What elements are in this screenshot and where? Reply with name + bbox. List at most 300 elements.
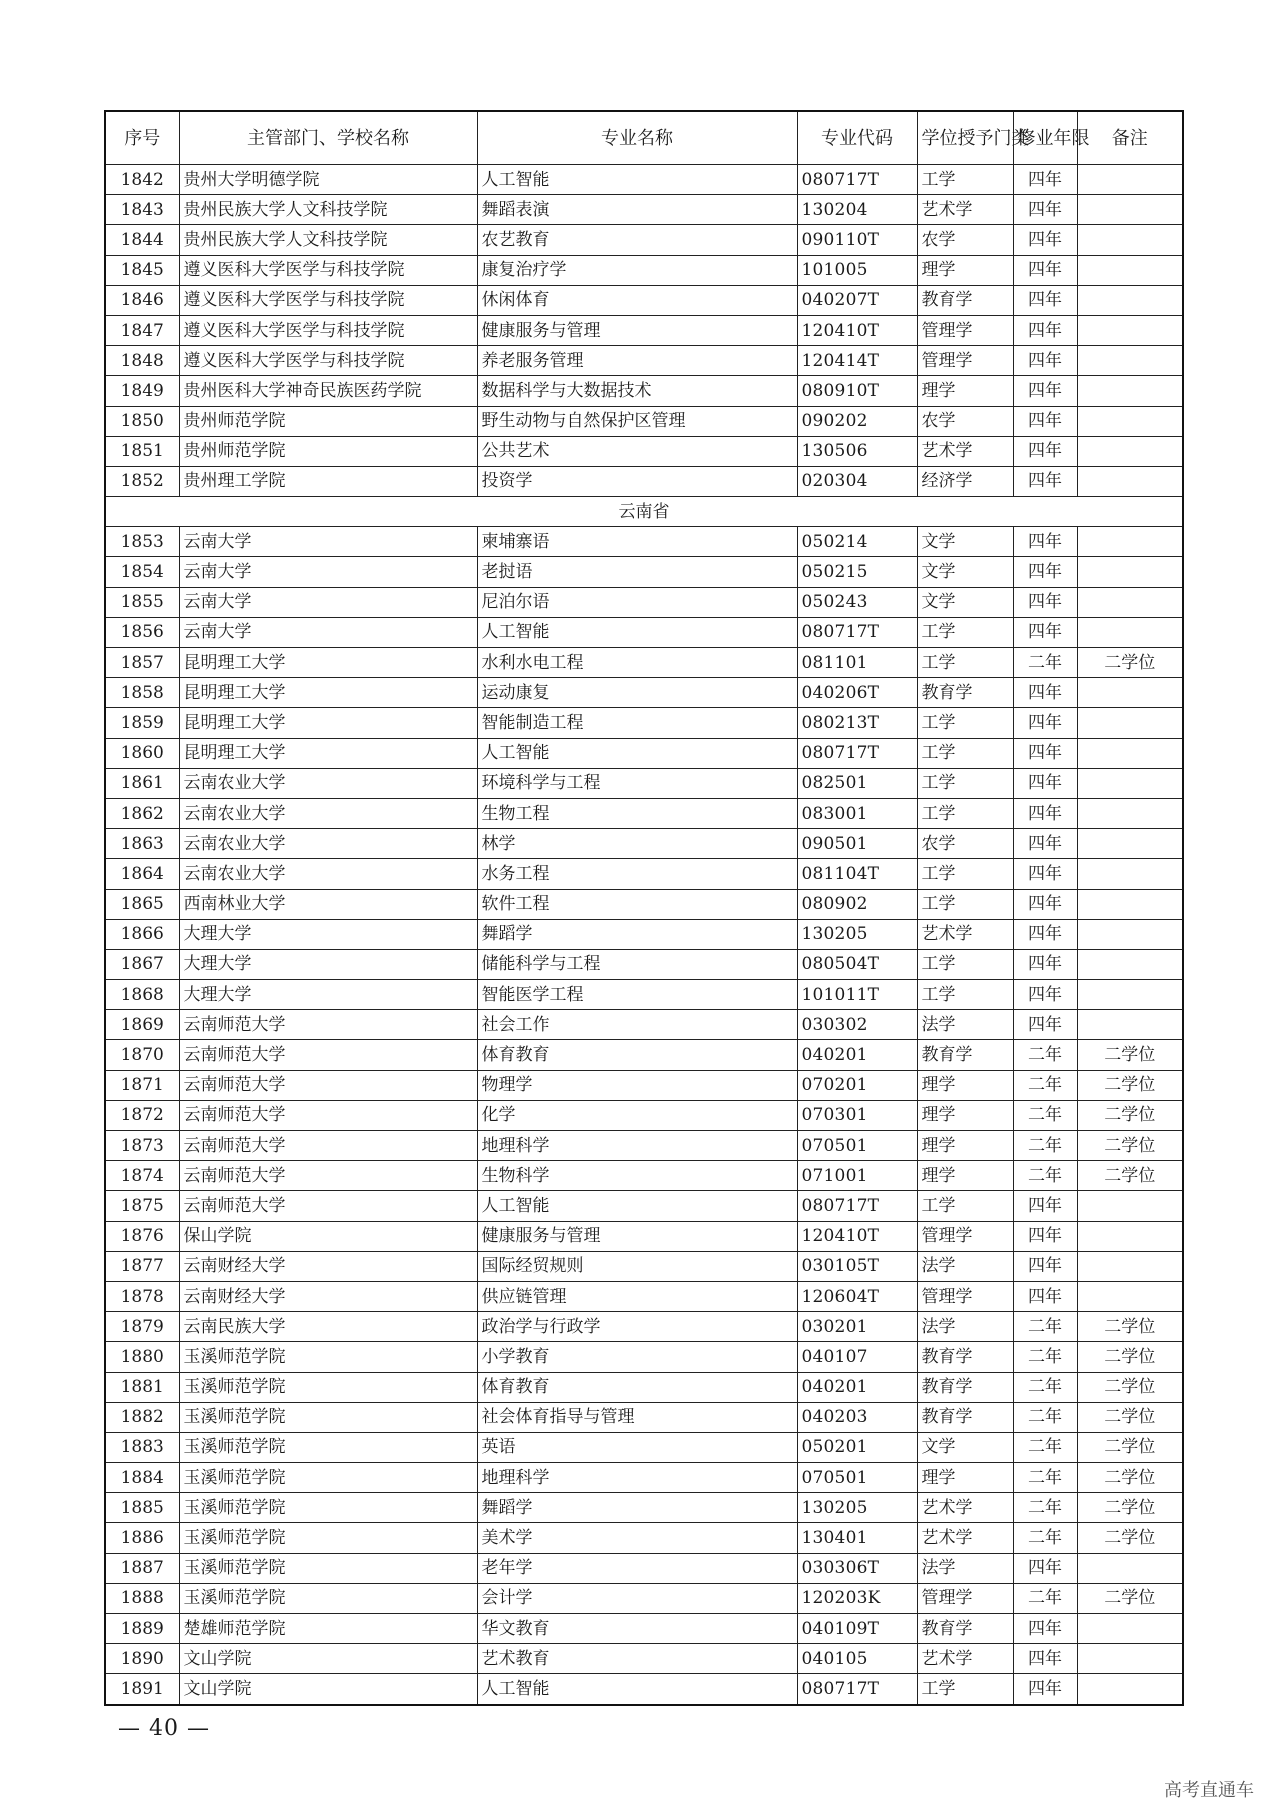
cell-years: 二年 <box>1013 1493 1077 1523</box>
cell-note <box>1077 919 1183 949</box>
table-row <box>105 1644 1183 1674</box>
cell-school: 昆明理工大学 <box>179 708 477 738</box>
table-row <box>105 889 1183 919</box>
cell-major: 国际经贸规则 <box>477 1251 797 1281</box>
cell-major: 软件工程 <box>477 889 797 919</box>
cell-years: 四年 <box>1013 436 1077 466</box>
cell-code: 130401 <box>797 1523 917 1553</box>
cell-major: 生物科学 <box>477 1161 797 1191</box>
header-major: 专业名称 <box>477 111 797 165</box>
cell-code: 101005 <box>797 255 917 285</box>
cell-no: 1877 <box>105 1251 179 1281</box>
table-row <box>105 1312 1183 1342</box>
cell-code: 070301 <box>797 1100 917 1130</box>
cell-code: 050214 <box>797 527 917 557</box>
table-row <box>105 1010 1183 1040</box>
table-row <box>105 919 1183 949</box>
cell-category: 工学 <box>917 949 1013 979</box>
cell-category: 工学 <box>917 768 1013 798</box>
cell-category: 教育学 <box>917 1614 1013 1644</box>
cell-years: 四年 <box>1013 798 1077 828</box>
cell-code: 040107 <box>797 1342 917 1372</box>
cell-school: 贵州大学明德学院 <box>179 165 477 195</box>
cell-category: 法学 <box>917 1553 1013 1583</box>
cell-code: 120410T <box>797 1221 917 1251</box>
cell-category: 理学 <box>917 1161 1013 1191</box>
cell-code: 101011T <box>797 980 917 1010</box>
table-row <box>105 1674 1183 1705</box>
cell-category: 工学 <box>917 648 1013 678</box>
cell-years: 二年 <box>1013 1161 1077 1191</box>
cell-note <box>1077 617 1183 647</box>
cell-years: 四年 <box>1013 255 1077 285</box>
cell-school: 昆明理工大学 <box>179 738 477 768</box>
cell-major: 康复治疗学 <box>477 255 797 285</box>
cell-school: 保山学院 <box>179 1221 477 1251</box>
cell-note <box>1077 165 1183 195</box>
cell-school: 云南大学 <box>179 587 477 617</box>
cell-major: 社会工作 <box>477 1010 797 1040</box>
cell-major: 健康服务与管理 <box>477 315 797 345</box>
cell-no: 1856 <box>105 617 179 647</box>
cell-note <box>1077 1614 1183 1644</box>
cell-category: 经济学 <box>917 466 1013 496</box>
cell-note: 二学位 <box>1077 1523 1183 1553</box>
cell-major: 人工智能 <box>477 1191 797 1221</box>
cell-note <box>1077 1221 1183 1251</box>
cell-years: 二年 <box>1013 1312 1077 1342</box>
cell-note <box>1077 829 1183 859</box>
cell-code: 120410T <box>797 315 917 345</box>
cell-school: 云南大学 <box>179 617 477 647</box>
cell-code: 130205 <box>797 1493 917 1523</box>
cell-note <box>1077 255 1183 285</box>
cell-major: 地理科学 <box>477 1463 797 1493</box>
table-row <box>105 165 1183 195</box>
cell-major: 化学 <box>477 1100 797 1130</box>
cell-school: 贵州师范学院 <box>179 406 477 436</box>
cell-code: 030201 <box>797 1312 917 1342</box>
cell-note: 二学位 <box>1077 1100 1183 1130</box>
cell-note: 二学位 <box>1077 1493 1183 1523</box>
cell-years: 四年 <box>1013 285 1077 315</box>
cell-school: 贵州师范学院 <box>179 436 477 466</box>
cell-school: 云南师范大学 <box>179 1131 477 1161</box>
cell-years: 四年 <box>1013 466 1077 496</box>
cell-no: 1857 <box>105 648 179 678</box>
cell-school: 云南师范大学 <box>179 1161 477 1191</box>
cell-no: 1889 <box>105 1614 179 1644</box>
table-row <box>105 768 1183 798</box>
cell-school: 云南师范大学 <box>179 1100 477 1130</box>
table-row <box>105 949 1183 979</box>
table-row <box>105 1523 1183 1553</box>
table-row <box>105 1070 1183 1100</box>
cell-category: 艺术学 <box>917 1644 1013 1674</box>
cell-code: 090501 <box>797 829 917 859</box>
cell-major: 生物工程 <box>477 798 797 828</box>
cell-note <box>1077 346 1183 376</box>
cell-category: 工学 <box>917 708 1013 738</box>
cell-category: 管理学 <box>917 1583 1013 1613</box>
cell-years: 四年 <box>1013 678 1077 708</box>
cell-category: 文学 <box>917 587 1013 617</box>
cell-category: 工学 <box>917 165 1013 195</box>
cell-years: 四年 <box>1013 1281 1077 1311</box>
cell-school: 楚雄师范学院 <box>179 1614 477 1644</box>
cell-category: 理学 <box>917 1463 1013 1493</box>
cell-years: 四年 <box>1013 738 1077 768</box>
table-row <box>105 617 1183 647</box>
cell-years: 四年 <box>1013 859 1077 889</box>
table-row <box>105 1281 1183 1311</box>
cell-code: 080717T <box>797 617 917 647</box>
cell-no: 1851 <box>105 436 179 466</box>
table-body-yunnan <box>105 527 1183 1705</box>
cell-category: 工学 <box>917 798 1013 828</box>
cell-code: 040203 <box>797 1402 917 1432</box>
cell-note <box>1077 1553 1183 1583</box>
cell-no: 1842 <box>105 165 179 195</box>
cell-code: 050243 <box>797 587 917 617</box>
cell-school: 云南农业大学 <box>179 829 477 859</box>
cell-category: 理学 <box>917 1070 1013 1100</box>
cell-major: 野生动物与自然保护区管理 <box>477 406 797 436</box>
cell-category: 法学 <box>917 1010 1013 1040</box>
cell-code: 080902 <box>797 889 917 919</box>
cell-years: 二年 <box>1013 1342 1077 1372</box>
cell-category: 管理学 <box>917 315 1013 345</box>
cell-no: 1887 <box>105 1553 179 1583</box>
table-row <box>105 557 1183 587</box>
cell-major: 老挝语 <box>477 557 797 587</box>
cell-no: 1873 <box>105 1131 179 1161</box>
cell-code: 070501 <box>797 1463 917 1493</box>
cell-code: 080717T <box>797 738 917 768</box>
cell-major: 农艺教育 <box>477 225 797 255</box>
cell-school: 贵州民族大学人文科技学院 <box>179 195 477 225</box>
cell-years: 二年 <box>1013 1463 1077 1493</box>
table-row <box>105 738 1183 768</box>
cell-no: 1871 <box>105 1070 179 1100</box>
cell-category: 农学 <box>917 225 1013 255</box>
cell-category: 教育学 <box>917 1372 1013 1402</box>
cell-major: 体育教育 <box>477 1040 797 1070</box>
cell-code: 081101 <box>797 648 917 678</box>
cell-code: 080717T <box>797 165 917 195</box>
cell-no: 1859 <box>105 708 179 738</box>
cell-no: 1890 <box>105 1644 179 1674</box>
cell-note: 二学位 <box>1077 1131 1183 1161</box>
cell-category: 教育学 <box>917 678 1013 708</box>
cell-note <box>1077 738 1183 768</box>
cell-note <box>1077 195 1183 225</box>
cell-major: 小学教育 <box>477 1342 797 1372</box>
cell-note: 二学位 <box>1077 1402 1183 1432</box>
cell-code: 040105 <box>797 1644 917 1674</box>
table-row <box>105 1161 1183 1191</box>
majors-table <box>104 110 1184 1706</box>
table-row <box>105 466 1183 496</box>
cell-note <box>1077 1644 1183 1674</box>
cell-no: 1861 <box>105 768 179 798</box>
cell-school: 玉溪师范学院 <box>179 1493 477 1523</box>
cell-code: 030302 <box>797 1010 917 1040</box>
table-row <box>105 527 1183 557</box>
cell-school: 云南师范大学 <box>179 1010 477 1040</box>
cell-category: 工学 <box>917 617 1013 647</box>
cell-school: 云南财经大学 <box>179 1251 477 1281</box>
cell-code: 070501 <box>797 1131 917 1161</box>
cell-no: 1843 <box>105 195 179 225</box>
cell-years: 二年 <box>1013 1402 1077 1432</box>
cell-code: 040201 <box>797 1040 917 1070</box>
header-school: 主管部门、学校名称 <box>179 111 477 165</box>
cell-note <box>1077 768 1183 798</box>
cell-years: 四年 <box>1013 195 1077 225</box>
cell-code: 071001 <box>797 1161 917 1191</box>
cell-school: 玉溪师范学院 <box>179 1432 477 1462</box>
cell-no: 1863 <box>105 829 179 859</box>
cell-major: 林学 <box>477 829 797 859</box>
cell-no: 1884 <box>105 1463 179 1493</box>
cell-major: 老年学 <box>477 1553 797 1583</box>
cell-major: 英语 <box>477 1432 797 1462</box>
cell-category: 理学 <box>917 376 1013 406</box>
cell-years: 二年 <box>1013 1070 1077 1100</box>
table-row <box>105 285 1183 315</box>
cell-major: 公共艺术 <box>477 436 797 466</box>
cell-note: 二学位 <box>1077 1463 1183 1493</box>
cell-years: 四年 <box>1013 376 1077 406</box>
cell-code: 090110T <box>797 225 917 255</box>
table-row <box>105 255 1183 285</box>
cell-category: 教育学 <box>917 1040 1013 1070</box>
cell-years: 四年 <box>1013 829 1077 859</box>
cell-note <box>1077 436 1183 466</box>
cell-years: 二年 <box>1013 1583 1077 1613</box>
cell-school: 玉溪师范学院 <box>179 1583 477 1613</box>
cell-major: 体育教育 <box>477 1372 797 1402</box>
cell-school: 大理大学 <box>179 949 477 979</box>
cell-major: 智能制造工程 <box>477 708 797 738</box>
cell-major: 环境科学与工程 <box>477 768 797 798</box>
cell-note <box>1077 587 1183 617</box>
cell-note: 二学位 <box>1077 1312 1183 1342</box>
cell-major: 运动康复 <box>477 678 797 708</box>
table-row <box>105 1463 1183 1493</box>
cell-no: 1849 <box>105 376 179 406</box>
cell-major: 供应链管理 <box>477 1281 797 1311</box>
table-row <box>105 406 1183 436</box>
cell-years: 四年 <box>1013 1674 1077 1705</box>
cell-school: 云南财经大学 <box>179 1281 477 1311</box>
cell-category: 艺术学 <box>917 1493 1013 1523</box>
table-row <box>105 1100 1183 1130</box>
cell-category: 管理学 <box>917 1221 1013 1251</box>
cell-note <box>1077 1251 1183 1281</box>
cell-code: 050201 <box>797 1432 917 1462</box>
cell-school: 玉溪师范学院 <box>179 1342 477 1372</box>
cell-no: 1844 <box>105 225 179 255</box>
cell-note <box>1077 315 1183 345</box>
cell-no: 1850 <box>105 406 179 436</box>
cell-years: 四年 <box>1013 315 1077 345</box>
cell-years: 四年 <box>1013 1191 1077 1221</box>
cell-major: 华文教育 <box>477 1614 797 1644</box>
cell-category: 工学 <box>917 1191 1013 1221</box>
cell-years: 二年 <box>1013 648 1077 678</box>
table-row <box>105 1493 1183 1523</box>
table-row <box>105 315 1183 345</box>
cell-no: 1845 <box>105 255 179 285</box>
cell-school: 云南师范大学 <box>179 1070 477 1100</box>
table-row <box>105 648 1183 678</box>
cell-note <box>1077 527 1183 557</box>
cell-no: 1866 <box>105 919 179 949</box>
cell-note <box>1077 376 1183 406</box>
cell-major: 人工智能 <box>477 1674 797 1705</box>
cell-code: 080213T <box>797 708 917 738</box>
table-row <box>105 1191 1183 1221</box>
cell-code: 080504T <box>797 949 917 979</box>
cell-category: 教育学 <box>917 1402 1013 1432</box>
cell-major: 舞蹈表演 <box>477 195 797 225</box>
cell-category: 工学 <box>917 1674 1013 1705</box>
cell-category: 农学 <box>917 406 1013 436</box>
cell-years: 二年 <box>1013 1100 1077 1130</box>
cell-category: 艺术学 <box>917 436 1013 466</box>
cell-no: 1853 <box>105 527 179 557</box>
cell-category: 文学 <box>917 527 1013 557</box>
cell-category: 工学 <box>917 980 1013 1010</box>
table-row <box>105 1614 1183 1644</box>
cell-years: 四年 <box>1013 406 1077 436</box>
cell-school: 昆明理工大学 <box>179 648 477 678</box>
cell-years: 四年 <box>1013 165 1077 195</box>
cell-school: 遵义医科大学医学与科技学院 <box>179 255 477 285</box>
cell-no: 1888 <box>105 1583 179 1613</box>
cell-years: 四年 <box>1013 225 1077 255</box>
cell-years: 四年 <box>1013 346 1077 376</box>
cell-note: 二学位 <box>1077 1040 1183 1070</box>
cell-major: 地理科学 <box>477 1131 797 1161</box>
header-category: 学位授予门类 <box>917 111 1013 165</box>
cell-note <box>1077 1674 1183 1705</box>
table-row <box>105 195 1183 225</box>
cell-major: 数据科学与大数据技术 <box>477 376 797 406</box>
cell-major: 艺术教育 <box>477 1644 797 1674</box>
cell-school: 大理大学 <box>179 980 477 1010</box>
cell-years: 四年 <box>1013 587 1077 617</box>
cell-no: 1872 <box>105 1100 179 1130</box>
cell-code: 120604T <box>797 1281 917 1311</box>
table-row <box>105 1402 1183 1432</box>
cell-major: 尼泊尔语 <box>477 587 797 617</box>
cell-school: 云南大学 <box>179 527 477 557</box>
header-no: 序号 <box>105 111 179 165</box>
cell-school: 文山学院 <box>179 1644 477 1674</box>
cell-note: 二学位 <box>1077 1342 1183 1372</box>
cell-years: 四年 <box>1013 980 1077 1010</box>
cell-code: 040109T <box>797 1614 917 1644</box>
cell-code: 130506 <box>797 436 917 466</box>
cell-school: 文山学院 <box>179 1674 477 1705</box>
cell-years: 四年 <box>1013 1251 1077 1281</box>
table-body-guizhou <box>105 165 1183 497</box>
cell-major: 水利水电工程 <box>477 648 797 678</box>
cell-note: 二学位 <box>1077 1372 1183 1402</box>
table-row <box>105 346 1183 376</box>
cell-no: 1848 <box>105 346 179 376</box>
cell-years: 四年 <box>1013 1553 1077 1583</box>
cell-no: 1886 <box>105 1523 179 1553</box>
table-row <box>105 678 1183 708</box>
cell-code: 080910T <box>797 376 917 406</box>
table-row <box>105 708 1183 738</box>
cell-note: 二学位 <box>1077 1432 1183 1462</box>
cell-major: 投资学 <box>477 466 797 496</box>
cell-major: 美术学 <box>477 1523 797 1553</box>
cell-school: 贵州民族大学人文科技学院 <box>179 225 477 255</box>
cell-no: 1875 <box>105 1191 179 1221</box>
cell-major: 柬埔寨语 <box>477 527 797 557</box>
cell-no: 1869 <box>105 1010 179 1040</box>
cell-code: 081104T <box>797 859 917 889</box>
cell-years: 四年 <box>1013 1644 1077 1674</box>
table-header-row <box>105 111 1183 165</box>
cell-note <box>1077 980 1183 1010</box>
table-row <box>105 587 1183 617</box>
cell-note <box>1077 285 1183 315</box>
cell-code: 090202 <box>797 406 917 436</box>
cell-major: 舞蹈学 <box>477 919 797 949</box>
table-row <box>105 829 1183 859</box>
cell-years: 二年 <box>1013 1372 1077 1402</box>
cell-no: 1854 <box>105 557 179 587</box>
cell-school: 西南林业大学 <box>179 889 477 919</box>
cell-years: 二年 <box>1013 1040 1077 1070</box>
cell-years: 四年 <box>1013 949 1077 979</box>
cell-no: 1846 <box>105 285 179 315</box>
cell-note: 二学位 <box>1077 648 1183 678</box>
cell-years: 四年 <box>1013 1221 1077 1251</box>
cell-note <box>1077 466 1183 496</box>
cell-years: 四年 <box>1013 557 1077 587</box>
cell-no: 1858 <box>105 678 179 708</box>
cell-major: 人工智能 <box>477 165 797 195</box>
cell-school: 玉溪师范学院 <box>179 1402 477 1432</box>
cell-major: 休闲体育 <box>477 285 797 315</box>
cell-category: 理学 <box>917 1131 1013 1161</box>
cell-category: 法学 <box>917 1251 1013 1281</box>
table-row <box>105 1432 1183 1462</box>
cell-code: 080717T <box>797 1674 917 1705</box>
table-row <box>105 1221 1183 1251</box>
cell-note <box>1077 1010 1183 1040</box>
cell-category: 工学 <box>917 889 1013 919</box>
cell-category: 艺术学 <box>917 919 1013 949</box>
cell-no: 1870 <box>105 1040 179 1070</box>
table-row <box>105 1372 1183 1402</box>
table-row <box>105 225 1183 255</box>
cell-years: 四年 <box>1013 768 1077 798</box>
cell-school: 玉溪师范学院 <box>179 1553 477 1583</box>
cell-note <box>1077 949 1183 979</box>
cell-code: 040206T <box>797 678 917 708</box>
cell-category: 理学 <box>917 1100 1013 1130</box>
cell-no: 1876 <box>105 1221 179 1251</box>
